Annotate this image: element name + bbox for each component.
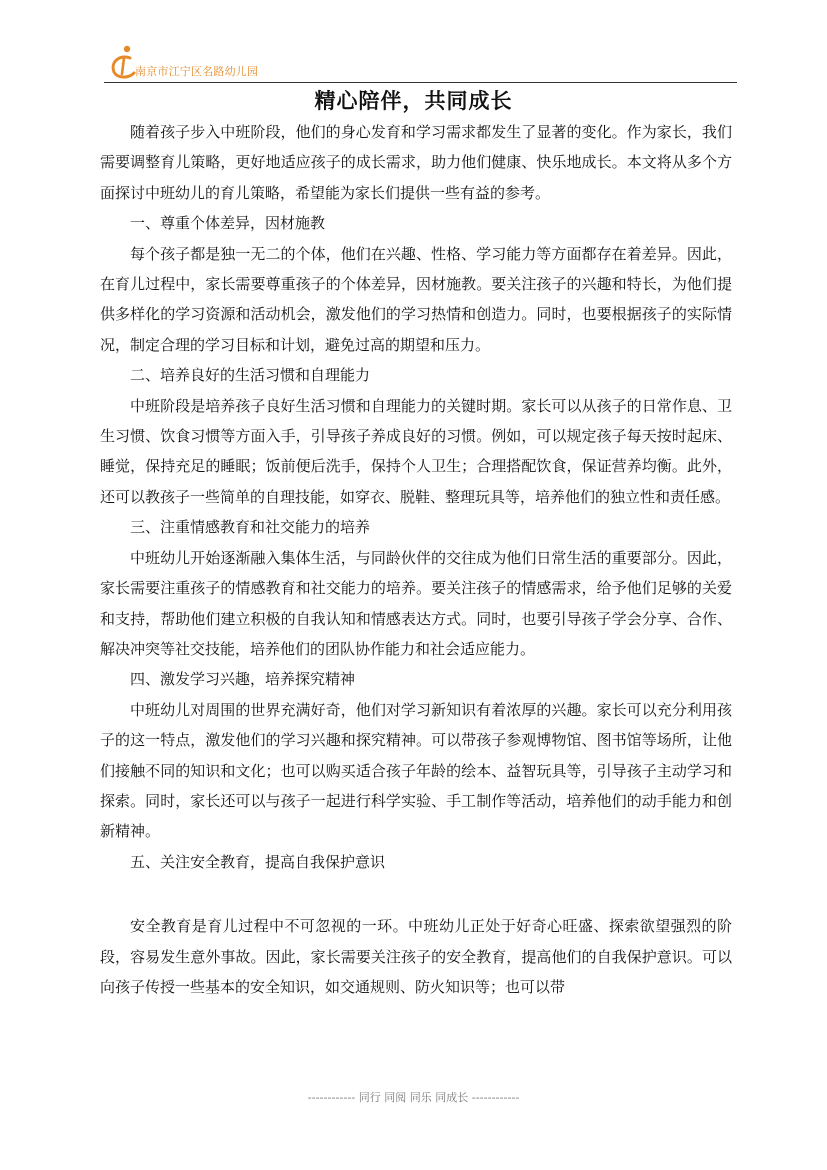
- page-title: 精心陪伴，共同成长: [314, 88, 513, 113]
- section-paragraph-2: 中班阶段是培养孩子良好生活习惯和自理能力的关键时期。家长可以从孩子的日常作息、卫生习惯、饮食习惯等方面入手，引导孩子养成良好的习惯。例如，可以规定孩子每天按时起床、睡觉，保持充足的睡眠；饭前便后洗手，保持个人卫生；合理搭配饮食，保证营养均衡。此外，还可以教孩子一些简单的自理技能，如穿衣、脱鞋、整理玩具等，培养他们的独立性和责任感。: [100, 396, 732, 506]
- blank-line: [100, 877, 732, 911]
- header-divider: [104, 82, 737, 83]
- section-paragraph-5: 安全教育是育儿过程中不可忽视的一环。中班幼儿正处于好奇心旺盛、探索欲望强烈的阶段，容易发生意外事故。因此，家长需要关注孩子的安全教育，提高他们的自我保护意识。可以向孩子传授一些基本的安全知识，如交通规则、防火知识等；也可以带: [100, 917, 732, 996]
- page-header: [104, 40, 737, 84]
- kindergarten-logo-icon: [108, 44, 138, 80]
- section-heading-4: 四、激发学习兴趣，培养探究精神: [130, 670, 356, 689]
- section-paragraph-3: 中班幼儿开始逐渐融入集体生活，与同龄伙伴的交往成为他们日常生活的重要部分。因此，家长需要注重孩子的情感教育和社交能力的培养。要关注孩子的情感需求，给予他们足够的关爱和支持，帮助他们建立积极的自我认知和情感表达方式。同时，也要引导孩子学会分享、合作、解决冲突等社交技能，培养他们的团队协作能力和社会适应能力。: [100, 548, 732, 658]
- article-body: [100, 117, 732, 1002]
- section-paragraph-4: 中班幼儿对周围的世界充满好奇，他们对学习新知识有着浓厚的兴趣。家长可以充分利用孩子的这一特点，激发他们的学习兴趣和探究精神。可以带孩子参观博物馆、图书馆等场所，让他们接触不同的知识和文化；也可以购买适合孩子年龄的绘本、益智玩具等，引导孩子主动学习和探索。同时，家长还可以与孩子一起进行科学实验、手工制作等活动，培养他们的动手能力和创新精神。: [100, 700, 732, 841]
- section-heading-2: 二、培养良好的生活习惯和自理能力: [130, 366, 371, 385]
- school-name: 南京市江宁区名路幼儿园: [135, 65, 259, 78]
- section-heading-1: 一、尊重个体差异，因材施教: [130, 214, 326, 233]
- section-heading-5: 五、关注安全教育，提高自我保护意识: [130, 852, 386, 871]
- intro-paragraph: 随着孩子步入中班阶段，他们的身心发育和学习需求都发生了显著的变化。作为家长，我们需要调整育儿策略，更好地适应孩子的成长需求，助力他们健康、快乐地成长。本文将从多个方面探讨中班幼儿的育儿策略，希望能为家长们提供一些有益的参考。: [100, 123, 732, 202]
- page-footer: ------------ 同行 同阅 同乐 同成长 ------------: [307, 1091, 520, 1104]
- section-heading-3: 三、注重情感教育和社交能力的培养: [130, 518, 371, 537]
- section-paragraph-1: 每个孩子都是独一无二的个体，他们在兴趣、性格、学习能力等方面都存在着差异。因此，在育儿过程中，家长需要尊重孩子的个体差异，因材施教。要关注孩子的兴趣和特长，为他们提供多样化的学习资源和活动机会，激发他们的学习热情和创造力。同时，也要根据孩子的实际情况，制定合理的学习目标和计划，避免过高的期望和压力。: [100, 244, 732, 354]
